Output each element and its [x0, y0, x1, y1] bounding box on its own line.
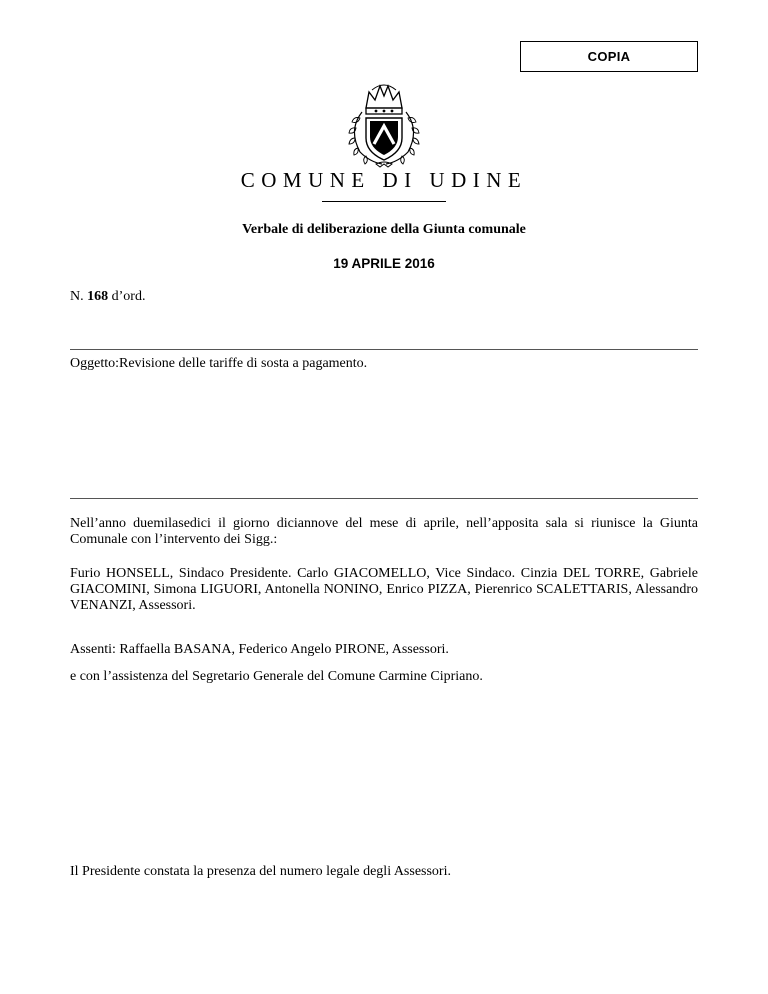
- udine-coat-of-arms-icon: [336, 78, 432, 168]
- subject-line: Oggetto:Revisione delle tariffe di sosta a pagamento.: [70, 356, 368, 371]
- record-number-line: [70, 289, 145, 305]
- subject-bottom-rule: [70, 498, 698, 499]
- subject-top-rule: [70, 349, 698, 350]
- copia-stamp: [520, 41, 698, 72]
- quorum-paragraph: Il Presidente constata la presenza del numero legale degli Assessori.: [70, 864, 451, 879]
- verbale-title: Verbale di deliberazione della Giunta comunale: [242, 222, 526, 237]
- record-number-prefix: N.: [70, 289, 84, 304]
- deliberation-date: 19 APRILE 2016: [333, 256, 435, 271]
- title-underline: [322, 201, 446, 202]
- intro-paragraph: Nell’anno duemilasedici il giorno diciannove del mese di aprile, nell’apposita sala si riunisce la Giunta Comunale con l’intervento dei Sigg.:: [70, 516, 698, 547]
- copia-label: COPIA: [587, 49, 631, 64]
- assistance-paragraph: e con l’assistenza del Segretario Generale del Comune Carmine Cipriano.: [70, 669, 483, 684]
- comune-title: COMUNE DI UDINE: [240, 168, 528, 192]
- present-members-paragraph: Furio HONSELL, Sindaco Presidente. Carlo GIACOMELLO, Vice Sindaco. Cinzia DEL TORRE, Gabriele GIACOMINI, Simona LIGUORI, Antonella NONINO, Enrico PIZZA, Pierenrico SCALETTARIS, Alessandro VENANZI, Assessori.: [70, 566, 698, 613]
- record-number-suffix: d’ord.: [111, 289, 146, 304]
- absent-members-paragraph: Assenti: Raffaella BASANA, Federico Angelo PIRONE, Assessori.: [70, 642, 449, 657]
- record-number: 168: [87, 289, 109, 304]
